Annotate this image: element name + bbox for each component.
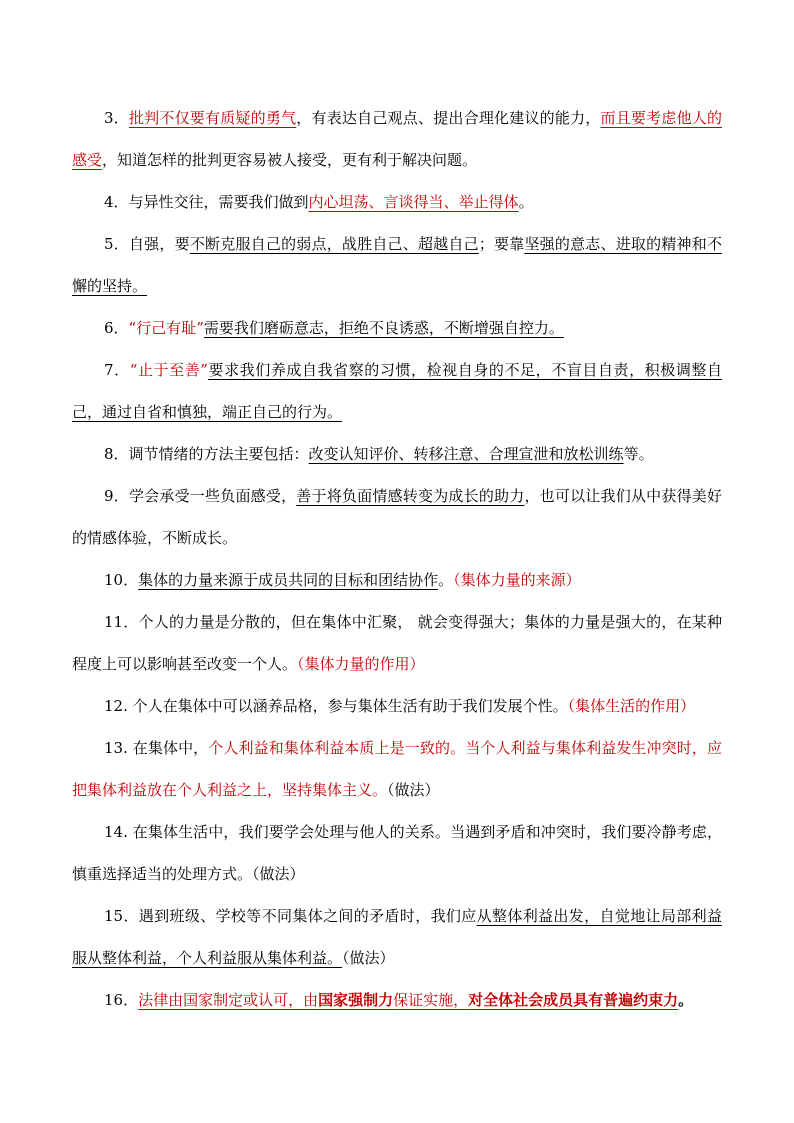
document-page (72, 97, 722, 1021)
run: （做法） (387, 781, 440, 799)
run: 。 (438, 571, 454, 589)
run-underlined: 改变认知评价、转移注意、合理宣泄和放松训练 (308, 445, 624, 463)
run: 13. 在集体中， (104, 739, 209, 757)
run: 3． (104, 109, 129, 127)
paragraph-11 (72, 601, 722, 685)
run: 9．学会承受一些负面感受， (104, 487, 297, 505)
run: ，有表达自己观点、提出合理化建议的能力， (296, 109, 601, 127)
paragraph-13 (72, 727, 722, 811)
run: 15．遇到班级、学校等不同集体之间的矛盾时，我们应 (104, 907, 477, 925)
paragraph-6 (72, 307, 722, 349)
run-underlined: 坚强的意志、进取的精神和不懈的坚持。 (72, 235, 722, 295)
paragraph-10 (72, 559, 722, 601)
run: 10． (104, 571, 139, 589)
run-emphasis-bold: 对全体社会成员具有普遍约束力 (468, 991, 679, 1009)
run: ，也可以让我们从中获得美好的情感体验，不断成长。 (72, 487, 722, 547)
run-emphasis: 保证实施， (393, 991, 469, 1009)
run-underlined: 需要我们磨砺意志，拒绝不良诱惑，不断增强自控力。 (203, 319, 564, 337)
paragraph-16 (72, 979, 722, 1021)
run-underlined: 从整体利益出发，自觉地让局部利益服从整体利益，个人利益服从集体利益。 (72, 907, 722, 967)
run-emphasis: （集体力量的作用） (297, 655, 425, 673)
paragraph-4 (72, 181, 722, 223)
run-emphasis: “止于至善” (129, 361, 208, 379)
run: 。 (518, 193, 534, 211)
run-underlined: 不断克服自己的弱点，战胜自己、超越自己 (189, 235, 479, 253)
run-emphasis: 批判不仅要有质疑的勇气 (128, 109, 297, 127)
paragraph-12 (72, 685, 722, 727)
paragraph-15 (72, 895, 722, 979)
run: ，知道怎样的批判更容易被人接受，更有利于解决问题。 (102, 151, 478, 169)
run: 8．调节情绪的方法主要包括： (104, 445, 309, 463)
run-bold: 。 (678, 991, 694, 1009)
run: ；要靠 (478, 235, 525, 253)
run-emphasis: 个人利益和集体利益本质上是一致的。当个人利益与集体利益发生冲突时，应把集体利益放在个人利益之上，坚持集体主义。 (72, 739, 722, 799)
paragraph-5 (72, 223, 722, 307)
run: 14. 在集体生活中，我们要学会处理与他人的关系。当遇到矛盾和冲突时，我们要冷静考虑，慎重选择适当的处理方式。（做法） (72, 823, 722, 883)
run-emphasis: （集体力量的来源） (453, 571, 581, 589)
run-underlined: 集体的力量来源于成员共同的目标和团结协作 (138, 571, 439, 589)
run-emphasis: 而且要考虑他人的感受 (72, 109, 722, 169)
run-underlined: 要求我们养成自我省察的习惯，检视自身的不足，不盲目自责，积极调整自己，通过自省和慎独，端正自己的行为。 (72, 361, 722, 421)
run: 11．个人的力量是分散的，但在集体中汇聚， 就会变得强大；集体的力量是强大的，在某种程度上可以影响甚至改变一个人。 (72, 613, 722, 673)
paragraph-7 (72, 349, 722, 433)
run-emphasis: 法律由国家制定或认可，由 (138, 991, 319, 1009)
run: 5．自强，要 (104, 235, 190, 253)
run-underlined: 善于将负面情感转变为成长的助力 (296, 487, 525, 505)
run: 等。 (623, 445, 654, 463)
paragraph-8 (72, 433, 722, 475)
run: 6． (104, 319, 129, 337)
run: （做法） (342, 949, 395, 967)
run: 12. 个人在集体中可以涵养品格，参与集体生活有助于我们发展个性。 (104, 697, 568, 715)
paragraph-14 (72, 811, 722, 895)
paragraph-3 (72, 97, 722, 181)
run: 4．与异性交往，需要我们做到 (104, 193, 309, 211)
run-emphasis-bold: 国家强制力 (318, 991, 394, 1009)
run: 16． (104, 991, 139, 1009)
paragraph-9 (72, 475, 722, 559)
run-emphasis: “行己有耻” (128, 319, 204, 337)
run: 7． (104, 361, 130, 379)
run-emphasis: （集体生活的作用） (567, 697, 696, 715)
run-emphasis: 内心坦荡、言谈得当、举止得体 (308, 193, 519, 211)
